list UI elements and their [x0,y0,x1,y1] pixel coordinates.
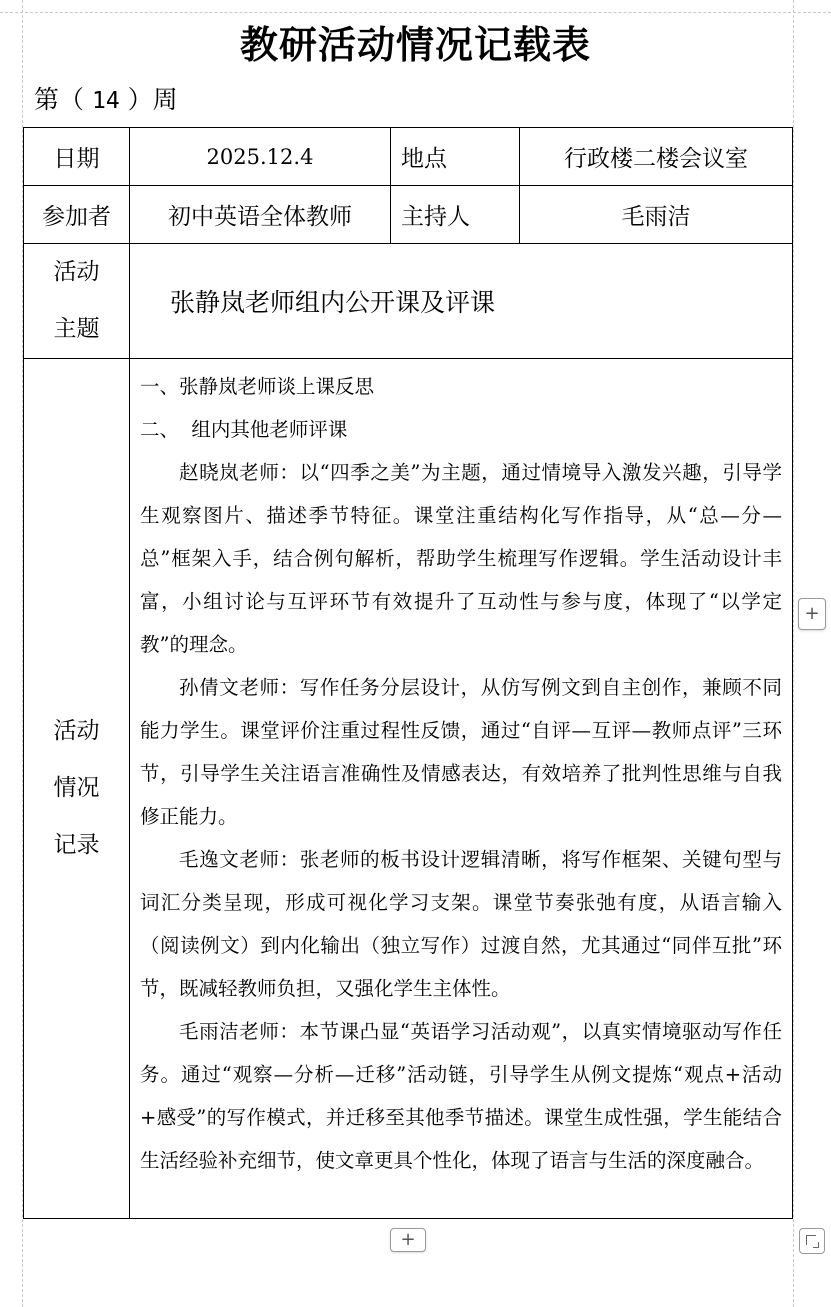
week-suffix: ）周 [127,85,178,114]
participants-label: 参加者 [24,186,130,244]
record-label-line: 记录 [53,832,100,858]
record-paragraph: 孙倩文老师：写作任务分层设计，从仿写例文到自主创作，兼顾不同能力学生。课堂评价注重过程性反馈，通过“自评—互评—教师点评”三环节，引导学生关注语言准确性及情感表达，有效培养了批判性思维与自我修正能力。 [140,676,782,828]
table-row-date-place [24,128,793,186]
topic-value[interactable]: 张静岚老师组内公开课及评课 [130,244,793,359]
week-line [34,80,178,116]
week-number: 14 [91,88,120,114]
topic-label [24,244,130,359]
table-row-participants-host [24,186,793,244]
document-title: 教研活动情况记载表 [239,22,591,67]
place-label: 地点 [391,128,520,186]
date-value[interactable]: 2025.12.4 [130,128,391,186]
date-label: 日期 [24,128,130,186]
place-value[interactable]: 行政楼二楼会议室 [520,128,793,186]
activity-record-table [23,127,793,1219]
host-value[interactable]: 毛雨洁 [520,186,793,244]
host-label: 主持人 [391,186,520,244]
record-paragraph: 一、张静岚老师谈上课反思 [140,375,375,398]
topic-label-line: 活动 [53,259,100,285]
table-row-record [24,359,793,1219]
add-column-button[interactable]: + [798,598,826,630]
record-label [24,359,130,1219]
page-margin-guide-top [0,12,831,13]
table-resize-handle[interactable] [799,1228,825,1254]
record-paragraph: 毛雨洁老师：本节课凸显“英语学习活动观”，以真实情境驱动写作任务。通过“观察—分析—迁移”活动链，引导学生从例文提炼“观点+活动+感受”的写作模式，并迁移至其他季节描述。课堂生成性强，学生能结合生活经验补充细节，使文章更具个性化，体现了语言与生活的深度融合。 [140,1020,782,1172]
record-content[interactable] [130,359,793,1219]
topic-label-line: 主题 [53,316,100,342]
add-row-button[interactable]: + [390,1228,426,1252]
page-margin-guide-right [793,0,794,1307]
week-prefix: 第（ [34,85,85,114]
record-label-line: 活动 [53,718,100,744]
record-paragraph: 赵晓岚老师：以“四季之美”为主题，通过情境导入激发兴趣，引导学生观察图片、描述季节特征。课堂注重结构化写作指导，从“总—分—总”框架入手，结合例句解析，帮助学生梳理写作逻辑。学生活动设计丰富，小组讨论与互评环节有效提升了互动性与参与度，体现了“以学定教”的理念。 [140,461,782,656]
record-paragraph: 二、 组内其他老师评课 [140,418,348,441]
participants-value[interactable]: 初中英语全体教师 [130,186,391,244]
record-label-line: 情况 [53,775,100,801]
table-row-topic [24,244,793,359]
record-paragraph: 毛逸文老师：张老师的板书设计逻辑清晰，将写作框架、关键句型与词汇分类呈现，形成可视化学习支架。课堂节奏张弛有度，从语言输入（阅读例文）到内化输出（独立写作）过渡自然，尤其通过“同伴互批”环节，既减轻教师负担，又强化学生主体性。 [140,848,782,1000]
